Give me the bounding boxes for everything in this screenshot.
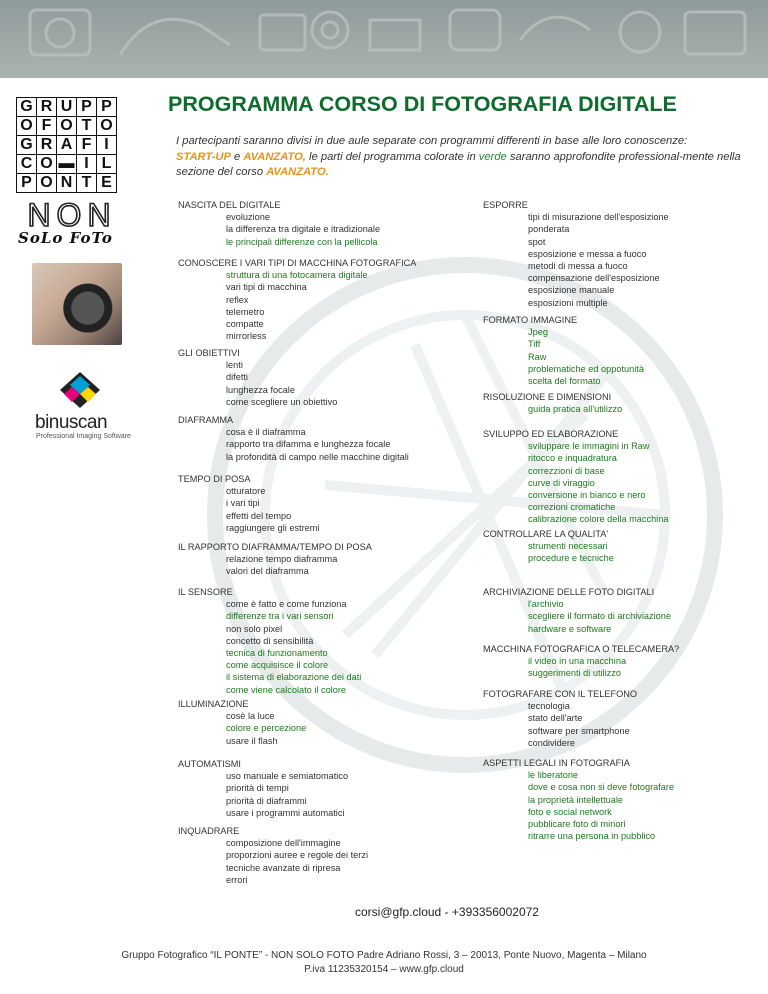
topic-items [226, 269, 416, 342]
topic-item: problematiche ed oppotunità [528, 363, 644, 374]
binuscan-tagline: Professional Imaging Software [36, 433, 131, 440]
topic-item: mirrorless [226, 331, 267, 342]
topic-item: ritrarre una persona in pubblico [528, 831, 656, 842]
topic-section [178, 586, 361, 696]
topic-item: le principali differenze con la pellicola [226, 236, 378, 247]
topic-heading: MACCHINA FOTOGRAFICA O TELECAMERA? [483, 644, 680, 654]
topic-item: colore e percezione [226, 723, 307, 734]
topic-section [178, 473, 319, 534]
topic-section [178, 257, 416, 342]
page-title: PROGRAMMA CORSO DI FOTOGRAFIA DIGITALE [168, 92, 677, 116]
topic-items [528, 403, 622, 415]
topic-heading: IL SENSORE [178, 587, 233, 597]
topic-items [528, 540, 614, 564]
topic-item: difetti [226, 372, 248, 383]
footer-address: Gruppo Fotografico “IL PONTE” - NON SOLO FOTO Padre Adriano Rossi, 3 – 20013, Ponte Nuovo, Magenta – Milano [121, 950, 647, 961]
topic-items [226, 485, 319, 534]
topic-section [483, 586, 671, 635]
topic-item: relazione tempo diaframma [226, 554, 338, 565]
topic-item: correzzioni di base [528, 465, 605, 476]
topic-item: Tiff [528, 339, 541, 350]
topic-item: lenti [226, 360, 243, 371]
topic-item: priorità di diaframmi [226, 795, 307, 806]
topic-heading: ARCHIVIAZIONE DELLE FOTO DIGITALI [483, 587, 655, 597]
topic-section [178, 698, 306, 747]
topic-item: telemetro [226, 306, 265, 317]
logo-letter: C [17, 155, 37, 174]
topic-items [528, 440, 668, 525]
topic-item: differenze tra i vari sensori [226, 611, 334, 622]
avanzato-label: AVANZATO, [243, 150, 306, 163]
topic-item: cosè la luce [226, 711, 275, 722]
intro-paragraph [176, 134, 746, 181]
topic-item: esposizione manuale [528, 285, 615, 296]
logo-letter: E [97, 174, 117, 193]
topic-heading: CONOSCERE I VARI TIPI DI MACCHINA FOTOGRAFICA [178, 258, 417, 268]
topic-item: come acquisisce il colore [226, 660, 329, 671]
topic-item: non solo pixel [226, 623, 283, 634]
topic-section [483, 688, 637, 749]
topic-item: valori del diaframma [226, 566, 309, 577]
logo-letter: T [77, 174, 97, 193]
logo-letter: F [37, 117, 57, 136]
topic-heading: ILLUMINAZIONE [178, 699, 249, 709]
logo-letter: I [97, 136, 117, 155]
topic-heading: AUTOMATISMI [178, 759, 241, 769]
topic-items [226, 211, 380, 248]
topic-heading: FOTOGRAFARE CON IL TELEFONO [483, 689, 638, 699]
topic-item: foto e social network [528, 806, 612, 817]
topic-item: dove e cosa non si deve fotografare [528, 782, 675, 793]
logo-letter: F [77, 136, 97, 155]
topic-item: sviluppare le immagini in Raw [528, 441, 650, 452]
topic-item: composizione dell'immagine [226, 838, 341, 849]
intro-e: e [230, 150, 244, 163]
topic-item: i vari tipi [226, 498, 260, 509]
startup-label: START-UP [176, 150, 231, 163]
topic-items [226, 770, 348, 819]
topic-section [178, 541, 372, 578]
contact-info: corsi@gfp.cloud - +393356002072 [355, 905, 539, 919]
logo-letter: A [57, 136, 77, 155]
topic-item: compensazione dell'esposizione [528, 273, 660, 284]
topic-item: uso manuale e semiatomatico [226, 771, 349, 782]
logo-letter: O [17, 117, 37, 136]
topic-item: lunghezza focale [226, 384, 295, 395]
topic-item: otturatore [226, 486, 266, 497]
topic-item: suggerimenti di utilizzo [528, 668, 621, 679]
top-banner [0, 0, 768, 78]
topic-item: pubblicare foto di minori [528, 819, 626, 830]
topic-item: esposizioni multiple [528, 297, 608, 308]
topic-heading: FORMATO IMMAGINE [483, 315, 578, 325]
topic-item: scelta del formato [528, 376, 601, 387]
topic-item: cosa è il diaframma [226, 427, 306, 438]
logo-letter: O [37, 155, 57, 174]
topic-item: tecnica di funzionamento [226, 648, 328, 659]
logo-letter: L [97, 155, 117, 174]
topic-item: reflex [226, 294, 249, 305]
topic-item: software per smartphone [528, 725, 630, 736]
topic-item: Raw [528, 351, 547, 362]
topic-item: l'archivio [528, 599, 564, 610]
topic-items [226, 837, 368, 886]
topic-heading: TEMPO DI POSA [178, 474, 251, 484]
topic-item: rapporto tra difamma e lunghezza focale [226, 439, 391, 450]
topic-section [483, 528, 614, 565]
topic-section [483, 757, 674, 842]
intro-mid: le parti del programma colorate in [305, 150, 479, 163]
topic-section [178, 347, 337, 408]
topic-item: conversione in bianco e nero [528, 490, 646, 501]
topic-section [178, 758, 348, 819]
logo-letter: ▬ [58, 155, 75, 172]
topic-item: ritocco e inquadratura [528, 453, 617, 464]
topic-heading: GLI OBIETTIVI [178, 348, 240, 358]
topic-item: vari tipi di macchina [226, 282, 307, 293]
topic-item: come è fatto e come funziona [226, 599, 347, 610]
topic-section [483, 314, 644, 387]
topic-item: Jpeg [528, 327, 548, 338]
topic-item: la proprietà intellettuale [528, 794, 623, 805]
topic-item: il sistema di elaborazione dei dati [226, 672, 362, 683]
topic-item: spot [528, 236, 546, 247]
topic-item: correzioni cromatiche [528, 502, 616, 513]
topic-heading: IL RAPPORTO DIAFRAMMA/TEMPO DI POSA [178, 542, 372, 552]
gruppo-fotografico-logo [16, 97, 117, 193]
topic-item: tecniche avanzate di ripresa [226, 862, 341, 873]
topic-section [483, 643, 679, 680]
logo-letter: T [77, 117, 97, 136]
topic-item: struttura di una fotocamera digitale [226, 270, 368, 281]
non-solo-foto-logo: NON [27, 197, 117, 233]
topic-heading: CONTROLLARE LA QUALITA' [483, 529, 609, 539]
logo-letter: P [77, 98, 97, 117]
topic-item: curve di viraggio [528, 477, 595, 488]
topic-heading: INQUADRARE [178, 826, 240, 836]
logo-letter: P [17, 174, 37, 193]
intro-rest: saranno approfondite professional-mente nella sezione del corso [176, 150, 741, 178]
logo-letter: U [57, 98, 77, 117]
topic-items [226, 598, 361, 696]
topic-item: la profondità di campo nelle macchine digitali [226, 451, 409, 462]
solo-foto-text: SoLo FoTo [18, 229, 113, 247]
logo-letter: G [17, 136, 37, 155]
topic-heading: DIAFRAMMA [178, 415, 234, 425]
topic-heading: NASCITA DEL DIGITALE [178, 200, 281, 210]
logo-letter: O [97, 117, 117, 136]
topic-item: tipi di misurazione dell'esposizione [528, 212, 669, 223]
topic-item: strumenti necessari [528, 541, 608, 552]
topic-item: la differenza tra digitale e itradizionale [226, 224, 381, 235]
topic-heading: RISOLUZIONE E DIMENSIONI [483, 392, 612, 402]
topic-item: calibrazione colore della macchina [528, 514, 669, 525]
topic-section [178, 414, 409, 463]
topic-items [528, 700, 637, 749]
logo-letter: N [57, 174, 77, 193]
topic-section [178, 199, 380, 248]
topic-item: usare i programmi automatici [226, 807, 345, 818]
topic-items [226, 553, 372, 577]
topic-items [226, 710, 306, 747]
binuscan-name: binuscan [35, 412, 108, 433]
logo-letter: O [37, 174, 57, 193]
topic-item: concetto di sensibilità [226, 635, 314, 646]
topic-item: come scegliere un obiettivo [226, 396, 338, 407]
topic-item: effetti del tempo [226, 510, 292, 521]
avanzato-label-2: AVANZATO. [266, 166, 329, 178]
topic-section [178, 825, 368, 886]
binuscan-logo-icon [58, 370, 102, 410]
verde-word: verde [478, 150, 507, 163]
topic-item: come viene calcolato il colore [226, 684, 347, 695]
topic-item: ponderata [528, 224, 570, 235]
topic-section [483, 199, 669, 309]
topic-item: condividere [528, 737, 575, 748]
topic-item: usare il flash [226, 735, 278, 746]
topic-item: metodi di messa a fuoco [528, 261, 628, 272]
topic-heading: ESPORRE [483, 200, 528, 210]
topic-items [528, 769, 674, 842]
logo-letter: R [37, 98, 57, 117]
topic-items [528, 598, 671, 635]
topic-items [528, 326, 644, 387]
topic-item: scegliere il formato di archiviazione [528, 611, 671, 622]
logo-letter: I [77, 155, 97, 174]
topic-item: le liberatorie [528, 770, 579, 781]
topic-item: evoluzione [226, 212, 270, 223]
photographer-photo [32, 263, 122, 345]
camera-lineart-decoration [0, 0, 768, 78]
topic-section [483, 428, 668, 526]
topic-items [226, 359, 337, 408]
topic-item: proporzioni auree e regole dei terzi [226, 850, 368, 861]
topic-item: tecnologia [528, 701, 570, 712]
logo-letter: O [57, 117, 77, 136]
topic-item: raggiungere gli estremi [226, 522, 320, 533]
footer-vat-website: P.iva 11235320154 – www.gfp.cloud [304, 964, 464, 975]
topic-item: priorità di tempi [226, 783, 289, 794]
topic-items [226, 426, 409, 463]
topic-item: esposizione e messa a fuoco [528, 248, 647, 259]
topic-section [483, 391, 622, 415]
logo-letter: R [37, 136, 57, 155]
topic-items [528, 211, 669, 309]
logo-letter: P [97, 98, 117, 117]
topic-item: errori [226, 874, 248, 885]
intro-line1: I partecipanti saranno divisi in due aule separate con programmi differenti in base alle loro conoscenze: [176, 135, 688, 147]
topic-item: compatte [226, 319, 264, 330]
topic-item: il video in una macchina [528, 656, 627, 667]
logo-letter: G [17, 98, 37, 117]
topic-item: procedure e tecniche [528, 553, 614, 564]
topic-heading: SVILUPPO ED ELABORAZIONE [483, 429, 619, 439]
topic-item: guida pratica all'utilizzo [528, 404, 623, 415]
topic-item: stato dell'arte [528, 713, 583, 724]
topic-item: hardware e software [528, 623, 612, 634]
topic-heading: ASPETTI LEGALI IN FOTOGRAFIA [483, 758, 630, 768]
topic-items [528, 655, 679, 679]
